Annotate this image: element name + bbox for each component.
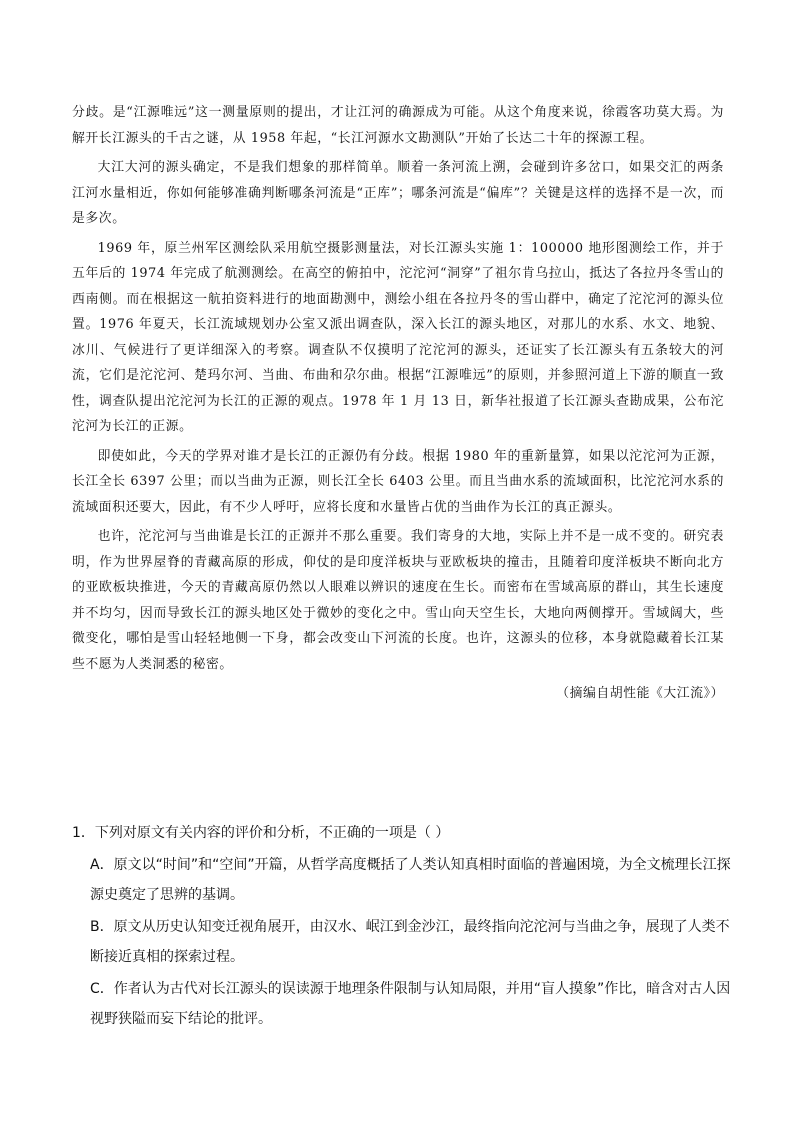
article-paragraph: 也许，沱沱河与当曲谁是长江的正源并不那么重要。我们寄身的大地，实际上并不是一成不变的。研究表明，作为世界屋脊的青藏高原的形成，仰仗的是印度洋板块与亚欧板块的撞击，且随着印度洋板块不断向北方的亚欧板块推进，今天的青藏高原仍然以人眼难以辨识的速度在生长。而密布在雪域高原的群山，其生长速度并不均匀，因而导致长江的源头地区处于微妙的变化之中。雪山向天空生长，大地向两侧撑开。雪域阔大，些微变化，哪怕是雪山轻轻地侧一下身，都会改变山下河流的长度。也许，这源头的位移，本身就隐藏着长江某些不愿为人类洞悉的秘密。 [72, 529, 724, 672]
option-c: C．作者认为古代对长江源头的误读源于地理条件限制与认知局限，并用“盲人摸象”作比，暗含对古人因视野狭隘而妄下结论的批评。 [90, 981, 731, 1027]
article-paragraph: 1969 年，原兰州军区测绘队采用航空摄影测量法，对长江源头实施 1：100000 地形图测绘工作，并于五年后的 1974 年完成了航测测绘。在高空的俯拍中，沱沱河“洞穿”了祖尔肯乌拉山，抵达了各拉丹冬雪山的西南侧。而在根据这一航拍资料进行的地面勘测中，测绘小组在各拉丹冬的雪山群中，确定了沱沱河的源头位置。1976 年夏天，长江流域规划办公室又派出调查队，深入长江的源头地区，对那儿的水系、水文、地貌、冰川、气候进行了更详细深入的考察。调查队不仅摸明了沱沱河的源头，还证实了长江源头有五条较大的河流，它们是沱沱河、楚玛尔河、当曲、布曲和尕尔曲。根据“江源唯远”的原则，并参照河道上下游的顺直一致性，调查队提出沱沱河为长江的正源的观点。1978 年 1 月 13 日，新华社报道了长江源头查勘成果，公布沱沱河为长江的正源。 [72, 240, 724, 434]
article-paragraph: 大江大河的源头确定，不是我们想象的那样简单。顺着一条河流上溯，会碰到许多岔口，如果交汇的两条江河水量相近，你如何能够准确判断哪条河流是“正库”；哪条河流是“偏库”？关键是这样的选择不是一次，而是多次。 [72, 160, 724, 226]
question-stem: 1．下列对原文有关内容的评价和分析，不正确的一项是（ ） [72, 825, 450, 841]
question-block [72, 818, 732, 1036]
article-paragraph: 分歧。是“江源唯远”这一测量原则的提出，才让江河的确源成为可能。从这个角度来说，徐霞客功莫大焉。为解开长江源头的千古之谜，从 1958 年起，“长江河源水文勘测队”开始了长达二十年的探源工程。 [72, 105, 724, 146]
article-body [72, 100, 724, 707]
article-source: （摘编自胡性能《大江流》） [556, 686, 724, 701]
article-paragraph: 即使如此，今天的学界对谁才是长江的正源仍有分歧。根据 1980 年的重新量算，如果以沱沱河为正源，长江全长 6397 公里；而以当曲为正源，则长江全长 6403 公里。而且当曲水系的流域面积，比沱沱河水系的流域面积还要大，因此，有不少人呼吁，应将长度和水量皆占优的当曲作为长江的真正源头。 [72, 448, 724, 515]
option-b: B．原文从历史认知变迁视角展开，由汉水、岷江到金沙江，最终指向沱沱河与当曲之争，展现了人类不断接近真相的探索过程。 [90, 919, 730, 965]
option-a: A．原文以“时间”和“空间”开篇，从哲学高度概括了人类认知真相时面临的普遍困境，为全文梳理长江探源史奠定了思辨的基调。 [90, 857, 731, 903]
